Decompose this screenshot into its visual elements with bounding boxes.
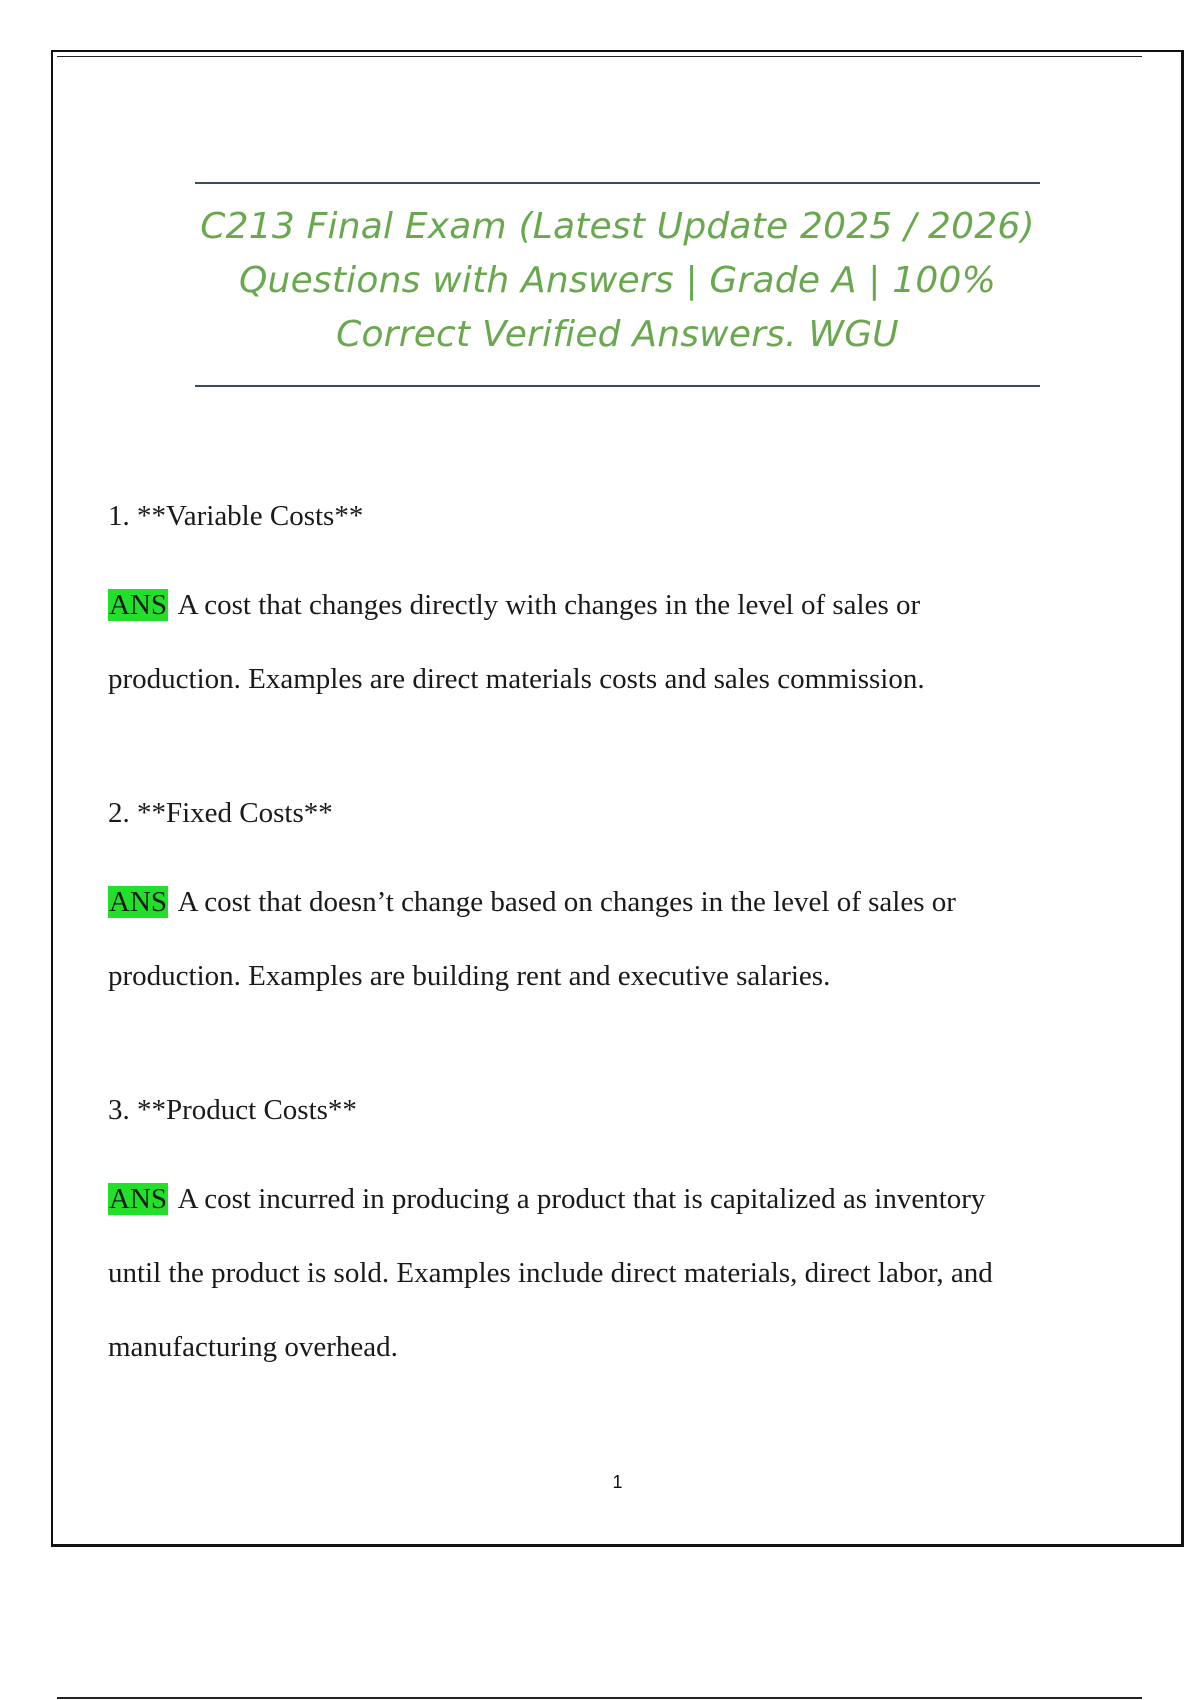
- answer-line: production. Examples are building rent and executive salaries.: [108, 960, 831, 992]
- question-item-1: [108, 496, 1118, 716]
- answer-tag: ANS: [109, 886, 168, 918]
- question-item-3: [108, 1090, 1118, 1384]
- answer-text: A cost incurred in producing a product that is capitalized as inventory: [177, 1183, 986, 1215]
- title-line-1: C213 Final Exam (Latest Update 2025 / 2026): [200, 206, 1035, 247]
- answer-line: [108, 865, 1118, 939]
- question-heading-3: 3. **Product Costs**: [108, 1094, 357, 1126]
- page-border-inner-line: [57, 56, 1142, 57]
- answer-line: [108, 1162, 1118, 1236]
- answer-line: [108, 568, 1118, 642]
- page-number: 1: [612, 1472, 623, 1492]
- answer-block-1: [108, 568, 1118, 716]
- next-page-border-edge: [57, 1697, 1142, 1699]
- title-bottom-rule: [195, 385, 1040, 387]
- title-line-2: Questions with Answers | Grade A | 100%: [239, 260, 996, 301]
- title-line-3: Correct Verified Answers. WGU: [336, 314, 899, 355]
- answer-line: manufacturing overhead.: [108, 1331, 398, 1363]
- answer-line: until the product is sold. Examples include direct materials, direct labor, and: [108, 1257, 993, 1289]
- answer-block-2: [108, 865, 1118, 1013]
- question-heading-1: 1. **Variable Costs**: [108, 500, 364, 532]
- title-top-rule: [195, 182, 1040, 184]
- question-item-2: [108, 793, 1118, 1013]
- answer-tag: ANS: [109, 1183, 168, 1215]
- answer-text: A cost that changes directly with changes in the level of sales or: [177, 589, 921, 621]
- answer-text: A cost that doesn’t change based on changes in the level of sales or: [177, 886, 956, 918]
- answer-tag: ANS: [109, 589, 168, 621]
- document-title: [160, 200, 1075, 362]
- question-heading-2: 2. **Fixed Costs**: [108, 797, 333, 829]
- answer-line: production. Examples are direct materials costs and sales commission.: [108, 663, 925, 695]
- answer-block-3: [108, 1162, 1118, 1384]
